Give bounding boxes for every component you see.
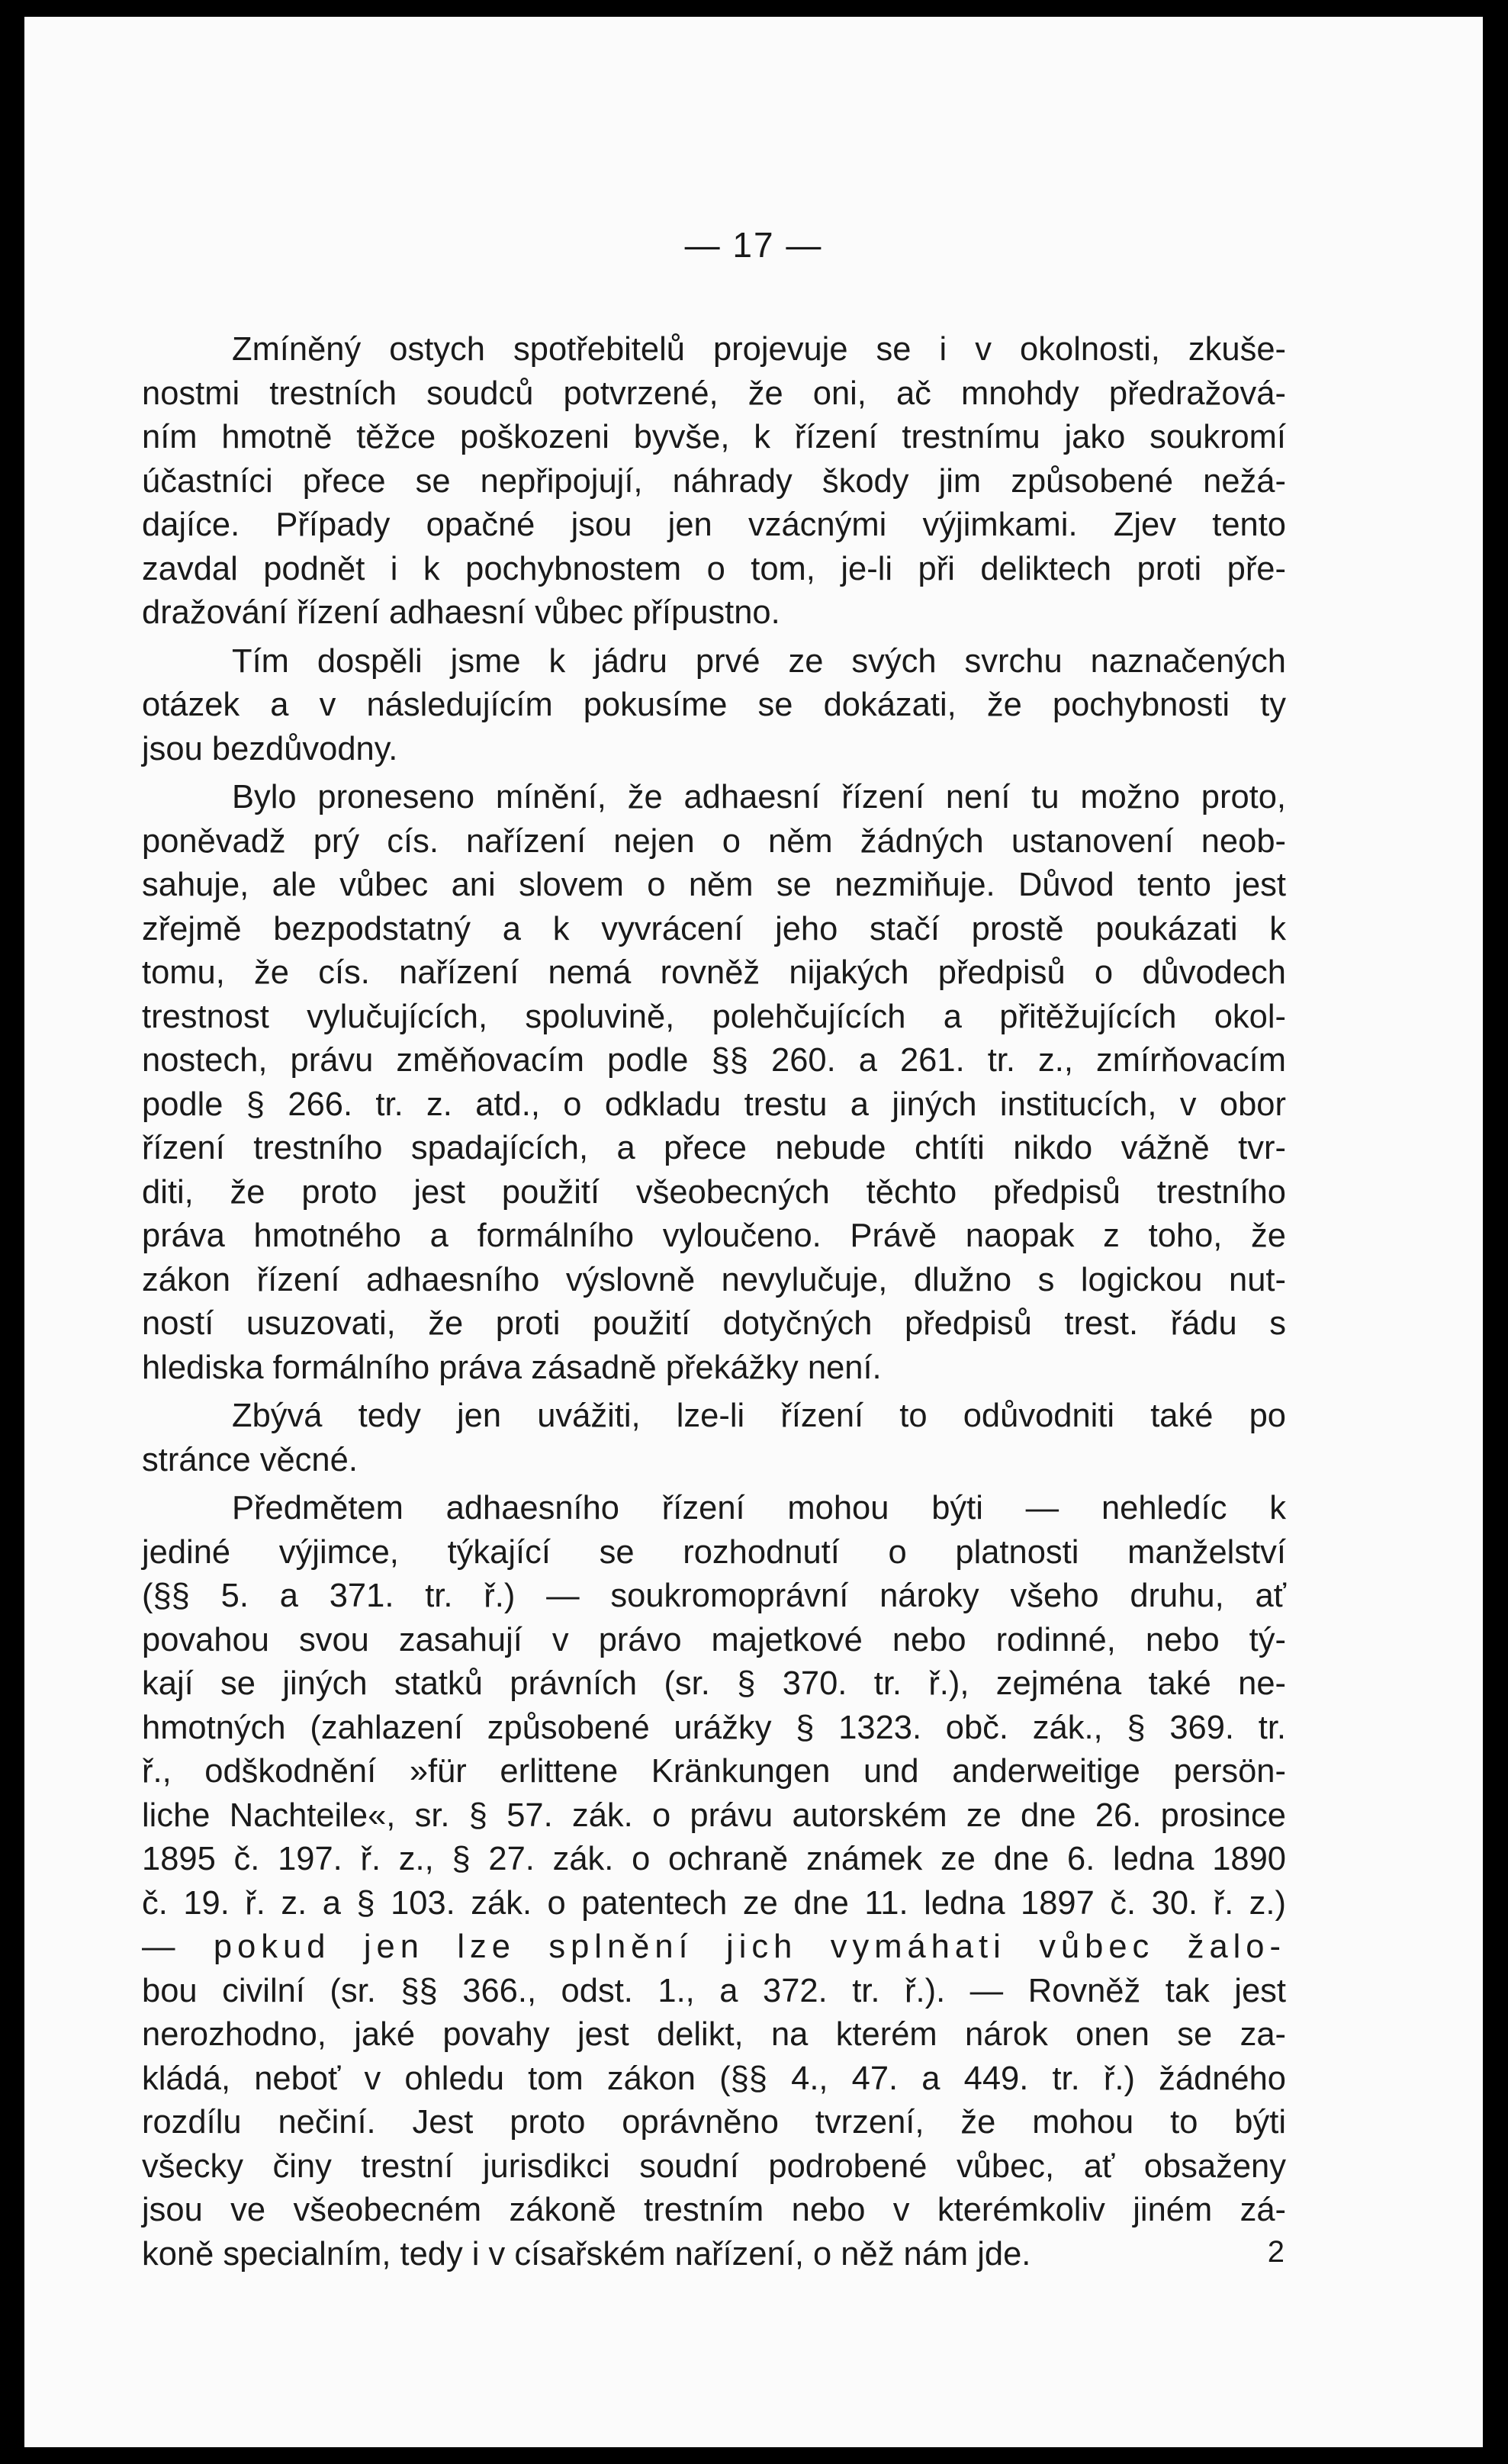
paragraph — [142, 776, 1286, 1390]
text-line: zavdal podnět i k pochybnostem o tom, je-li při deliktech proti pře- — [142, 550, 1286, 587]
text-line: Předmětem adhaesního řízení mohou býti — nehledíc k — [232, 1490, 1286, 1526]
text-line: poněvadž prý cís. nařízení nejen o něm žádných ustanovení neob- — [142, 822, 1286, 860]
signature-mark: 2 — [1267, 2235, 1285, 2269]
text-line: trestnost vylučujících, spoluvině, polehčujících a přitěžujících okol- — [142, 998, 1286, 1035]
book-page — [24, 17, 1483, 2447]
text-line: Zmíněný ostych spotřebitelů projevuje se i v okolnosti, zkuše- — [232, 331, 1286, 368]
text-line: nerozhodno, jaké povahy jest delikt, na kterém nárok onen se za- — [142, 2016, 1286, 2053]
paragraph — [142, 1487, 1286, 2276]
text-line: kládá, neboť v ohledu tom zákon (§§ 4., 47. a 449. tr. ř.) žádného — [142, 2060, 1286, 2097]
text-line: ř., odškodnění »für erlittene Kränkungen und anderweitige persön- — [142, 1753, 1286, 1790]
text-line: hmotných (zahlazení způsobené urážky § 1323. obč. zák., § 369. tr. — [142, 1709, 1286, 1746]
text-line: dajíce. Případy opačné jsou jen vzácnými výjimkami. Zjev tento — [142, 507, 1286, 543]
text-line: práva hmotného a formálního vyloučeno. Právě naopak z toho, že — [142, 1218, 1286, 1254]
paragraph — [142, 328, 1286, 635]
text-line: Tím dospěli jsme k jádru prvé ze svých svrchu naznačených — [232, 642, 1286, 680]
text-line: jsou bezdůvodny. — [142, 730, 398, 767]
text-line: nostmi trestních soudců potvrzené, že oni, ač mnohdy předražová- — [142, 375, 1286, 412]
text-line: liche Nachteile«, sr. § 57. zák. o právu autorském ze dne 26. prosince — [142, 1797, 1286, 1834]
text-line: sahuje, ale vůbec ani slovem o něm se nezmiňuje. Důvod tento jest — [142, 867, 1286, 903]
text-line: podle § 266. tr. z. atd., o odkladu trestu a jiných institucích, v obor — [142, 1086, 1286, 1123]
text-line: Zbývá tedy jen uvážiti, lze-li řízení to odůvodniti také po — [232, 1398, 1286, 1434]
text-line: zřejmě bezpodstatný a k vyvrácení jeho stačí prostě poukázati k — [142, 910, 1286, 947]
paragraph — [142, 1394, 1286, 1482]
text-line: řízení trestního spadajících, a přece nebude chtíti nikdo vážně tvr- — [142, 1130, 1286, 1166]
text-line: jediné výjimce, týkající se rozhodnutí o platnosti manželství — [142, 1533, 1286, 1571]
text-line: otázek a v následujícím pokusíme se dokázati, že pochybnosti ty — [142, 687, 1286, 723]
text-line: zákon řízení adhaesního výslovně nevylučuje, dlužno s logickou nut- — [142, 1261, 1286, 1298]
text-line: tomu, že cís. nařízení nemá rovněž nijakých předpisů o důvodech — [142, 954, 1286, 991]
text-line: č. 19. ř. z. a § 103. zák. o patentech ze dne 11. ledna 1897 č. 30. ř. z.) — [142, 1884, 1286, 1922]
text-line: všecky činy trestní jurisdikci soudní podrobené vůbec, ať obsaženy — [142, 2147, 1286, 2185]
text-line: stránce věcné. — [142, 1441, 358, 1478]
text-line: účastníci přece se nepřipojují, náhrady škody jim způsobené nežá- — [142, 462, 1286, 500]
text-line: povahou svou zasahují v právo majetkové nebo rodinné, nebo tý- — [142, 1621, 1286, 1658]
text-line: koně specialním, tedy i v císařském nařízení, o něž nám jde. — [142, 2235, 1031, 2273]
page-number: — 17 — — [684, 225, 823, 265]
text-line: diti, že proto jest použití všeobecných těchto předpisů trestního — [142, 1173, 1286, 1211]
paragraph — [142, 640, 1286, 772]
text-line: rozdílu nečiní. Jest proto oprávněno tvrzení, že mohou to býti — [142, 2104, 1286, 2141]
text-line: hlediska formálního práva zásadně překážky není. — [142, 1349, 882, 1386]
spaced-text-line: — pokud jen lze splnění jich vymáhati vůbec žalo- — [142, 1928, 1286, 1965]
text-line: bou civilní (sr. §§ 366., odst. 1., a 372. tr. ř.). — Rovněž tak jest — [142, 1972, 1286, 2009]
text-line: jsou ve všeobecném zákoně trestním nebo v kterémkoliv jiném zá- — [142, 2192, 1286, 2228]
text-line: ním hmotně těžce poškozeni byvše, k řízení trestnímu jako soukromí — [142, 419, 1286, 455]
body-text — [142, 328, 1286, 2276]
text-line: Bylo proneseno mínění, že adhaesní řízení není tu možno proto, — [232, 779, 1286, 815]
text-line: ností usuzovati, že proti použití dotyčných předpisů trest. řádu s — [142, 1305, 1286, 1342]
text-line: (§§ 5. a 371. tr. ř.) — soukromoprávní nároky všeho druhu, ať — [142, 1578, 1286, 1614]
text-line: nostech, právu změňovacím podle §§ 260. a 261. tr. z., zmírňovacím — [142, 1042, 1286, 1079]
text-line: dražování řízení adhaesní vůbec přípustno. — [142, 594, 780, 631]
text-line: 1895 č. 197. ř. z., § 27. zák. o ochraně známek ze dne 6. ledna 1890 — [142, 1841, 1286, 1877]
text-line: kají se jiných statků právních (sr. § 370. tr. ř.), zejména také ne- — [142, 1665, 1286, 1702]
